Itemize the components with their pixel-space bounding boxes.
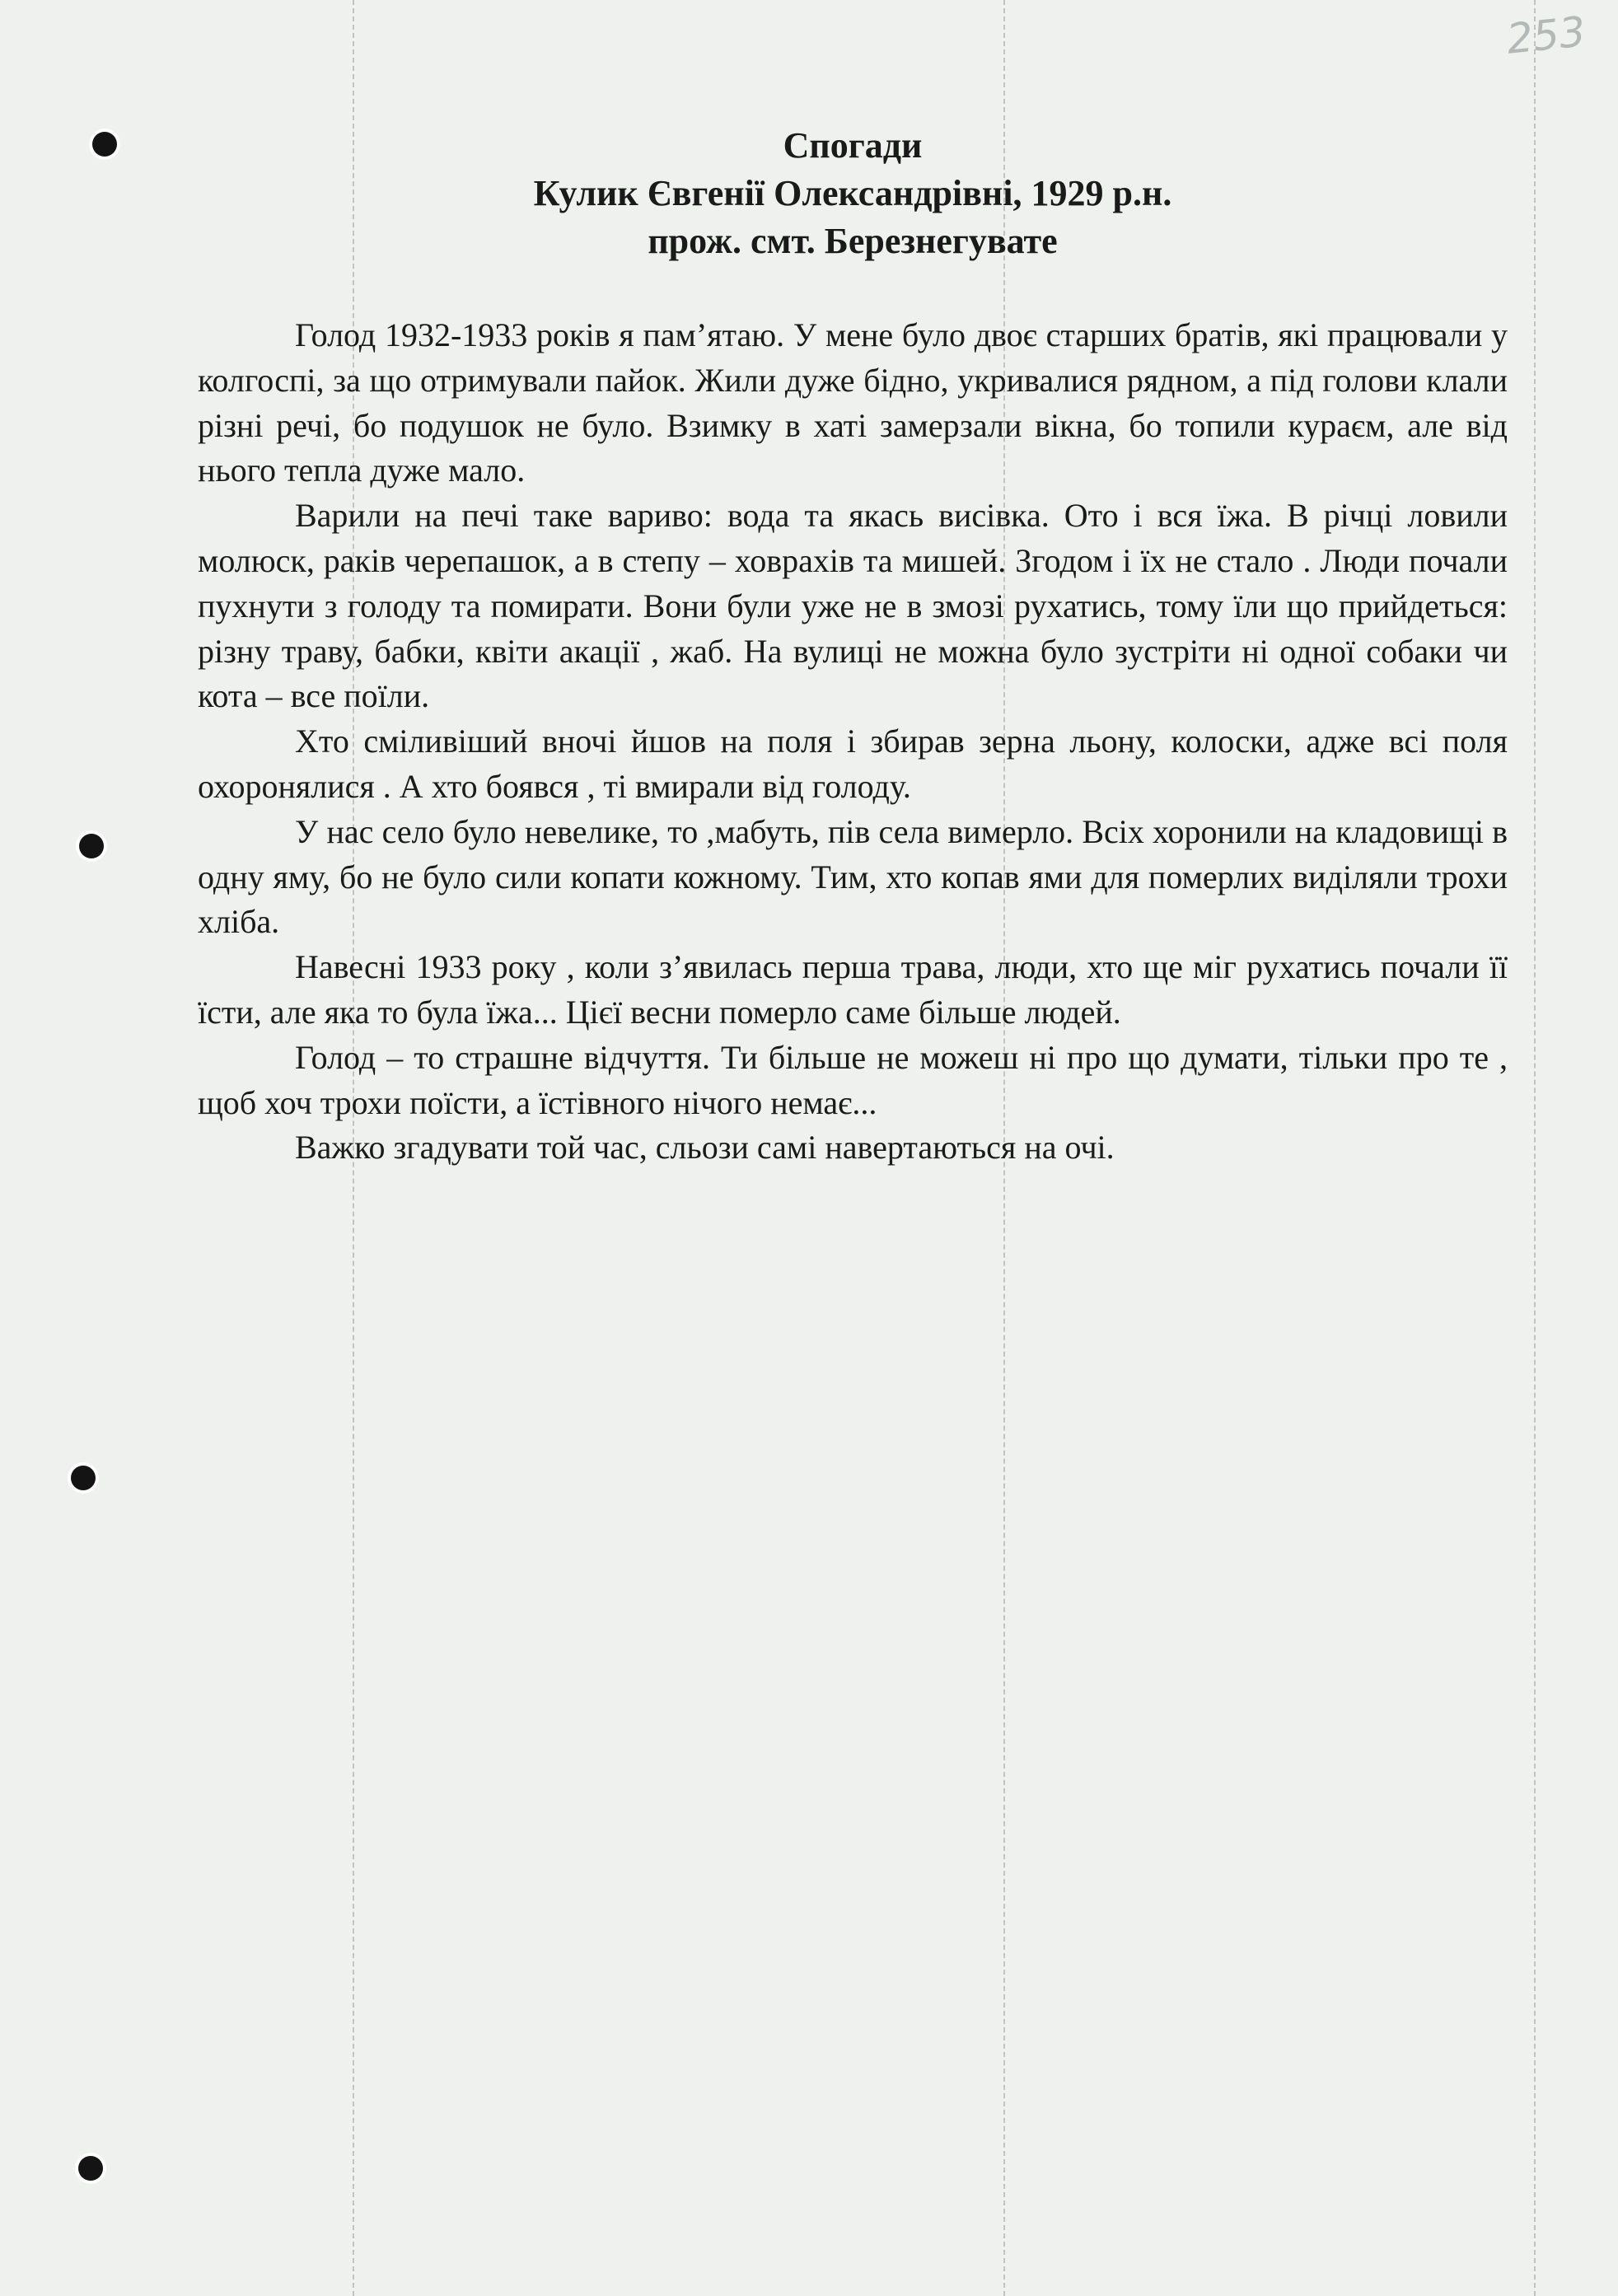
- paragraph: Варили на печі таке вариво: вода та якась висівка. Ото і вся їжа. В річці ловили молюск, раків черепашок, а в степу – ховрахів та мишей. Згодом і їх не стало . Люди почали пухнути з голоду та помирати. Вони були уже не в змозі рухатись, тому їли що прийдеться: різну траву, бабки, квіти акації , жаб. На вулиці не можна було зустріти ні одної собаки чи кота – все поїли.: [198, 497, 1508, 715]
- document-title: Спогади: [783, 125, 923, 166]
- paragraph: У нас село було невелике, то ,мабуть, пів села вимерло. Всіх хоронили на кладовищі в одну яму, бо не було сили копати кожному. Тим, хто копав ями для померлих виділяли трохи хліба.: [198, 812, 1508, 941]
- paragraph: Голод – то страшне відчуття. Ти більше не можеш ні про що думати, тільки про те , щоб хоч трохи поїсти, а їстівного нічого немає...: [198, 1038, 1508, 1121]
- paragraph: Важко згадувати той час, сльози самі навертаються на очі.: [295, 1129, 1115, 1167]
- document-heading: [198, 122, 1508, 265]
- paragraph: Хто сміливіший вночі йшов на поля і збирав зерна льону, колоски, адже всі поля охоронялися . А хто боявся , ті вмирали від голоду.: [198, 722, 1508, 805]
- residence-line: прож. смт. Березнегувате: [648, 221, 1058, 261]
- punch-hole: [78, 2156, 103, 2181]
- scan-edge-line: [1534, 0, 1536, 2296]
- memoir-text: [198, 313, 1508, 1171]
- punch-hole: [71, 1466, 96, 1490]
- page-number: 253: [1503, 7, 1588, 63]
- paragraph: Навесні 1933 року , коли з’явилась перша трава, люди, хто ще міг рухатись почали її їсти, але яка то була їжа... Цієї весни померло саме більше людей.: [198, 948, 1508, 1031]
- punch-hole: [79, 834, 104, 858]
- paragraph: Голод 1932-1933 років я пам’ятаю. У мене було двоє старших братів, які працювали у колгоспі, за що отримували пайок. Жили дуже бідно, укривалися рядном, а під голови клали різні речі, бо подушок не було. Взимку в хаті замерзали вікна, бо топили кураєм, але від нього тепла дуже мало.: [198, 316, 1508, 489]
- punch-hole: [92, 132, 117, 157]
- author-line: Кулик Євгенії Олександрівні, 1929 р.н.: [533, 173, 1172, 213]
